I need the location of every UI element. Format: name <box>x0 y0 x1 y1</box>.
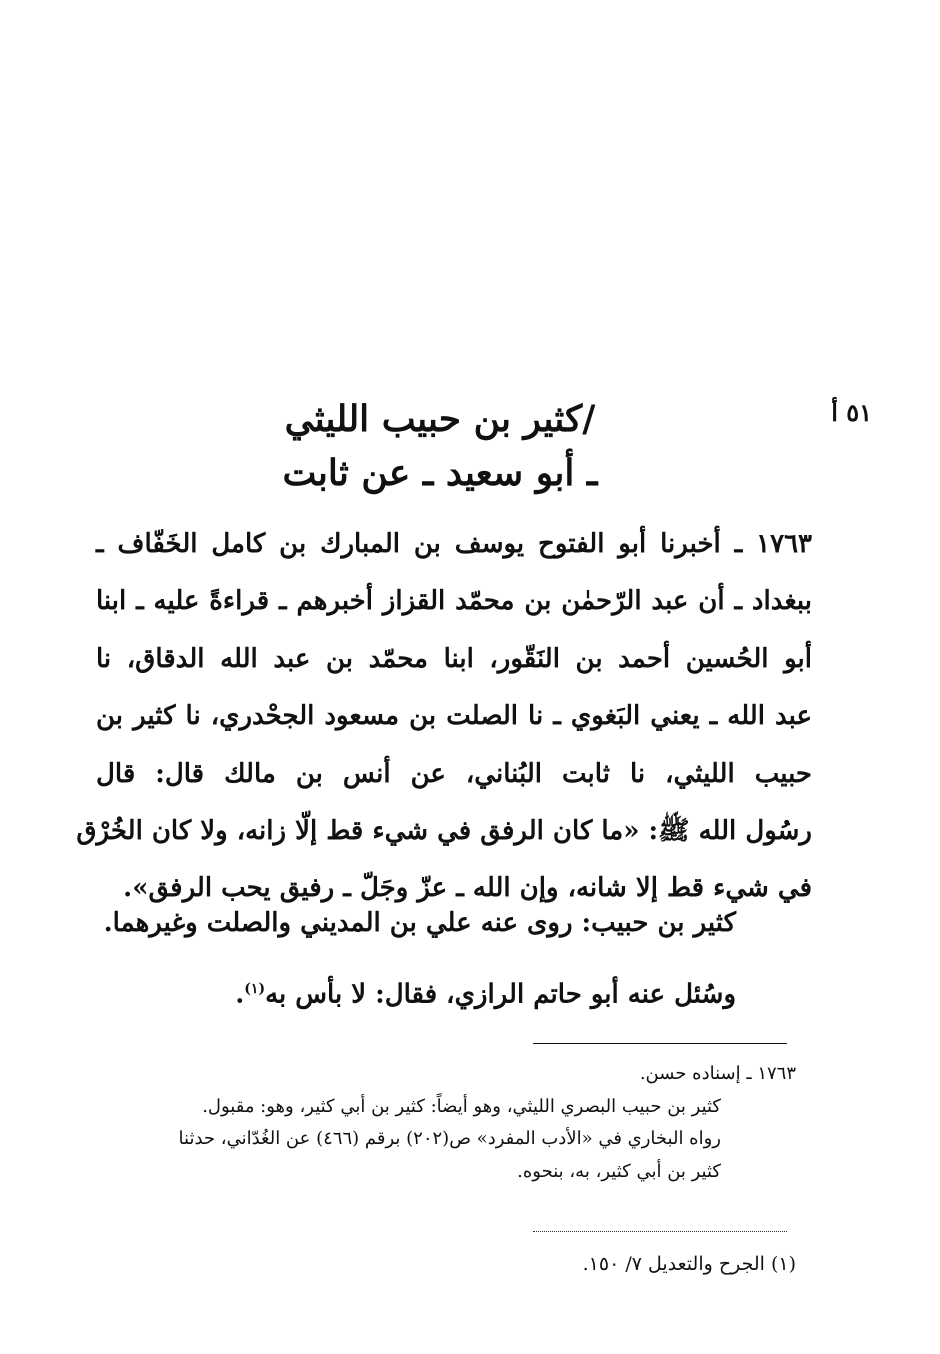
hadith-line: رسُول الله ﷺ: «ما كان الرفق في شيء قط إلّا زانه، ولا كان الخُرْق <box>76 816 812 847</box>
heading-kunya: ـ أبو سعيد ـ عن ثابت <box>282 452 598 494</box>
hadith-text <box>76 516 812 918</box>
hadith-line: في شيء قط إلا شانه، وإن الله ـ عزّ وجَلّ ـ رفيق يحب الرفق». <box>123 873 812 904</box>
note-line: ١٧٦٣ ـ إسناده حسن. <box>639 1063 796 1084</box>
hadith-line: ببغداد ـ أن عبد الرّحمٰن بن محمّد القزاز أخبرهم ـ قراءةً عليه ـ ابنا <box>96 586 812 617</box>
manuscript-folio-marker: ٥١ أ <box>831 398 872 427</box>
hadith-line: حبيب الليثي، نا ثابت البُناني، عن أنس بن مالك قال: قال <box>96 758 812 789</box>
footnote <box>96 1248 796 1280</box>
footnote-text: (١) الجرح والتعديل ٧/ ١٥٠. <box>582 1253 796 1275</box>
editor-notes <box>96 1058 796 1188</box>
bio-line: كثير بن حبيب: روى عنه علي بن المديني والصلت وغيرهما. <box>103 908 736 938</box>
entry-heading <box>160 392 720 500</box>
bio-line-text: وسُئل عنه أبو حاتم الرازي، فقال: لا بأس به <box>265 979 736 1010</box>
footnote-reference: (١) <box>244 981 266 997</box>
note-line: رواه البخاري في «الأدب المفرد» ص(٢٠٢) برقم (٤٦٦) عن الغُدّاني، حدثنا <box>178 1128 721 1149</box>
hadith-line: ١٧٦٣ ـ أخبرنا أبو الفتوح يوسف بن المبارك بن كامل الخَفّاف ـ <box>96 529 812 559</box>
hadith-line: أبو الحُسين أحمد بن النَقّور، ابنا محمّد بن عبد الله الدقاق، نا <box>96 643 812 674</box>
notes-separator <box>533 1043 787 1044</box>
note-line: كثير بن أبي كثير، به، بنحوه. <box>517 1160 721 1182</box>
narrator-biography <box>96 890 736 1028</box>
heading-name: /كثير بن حبيب الليثي <box>284 398 596 440</box>
footnote-separator <box>533 1231 787 1232</box>
hadith-line: عبد الله ـ يعني البَغوي ـ نا الصلت بن مسعود الجحْدري، نا كثير بن <box>96 701 812 732</box>
bio-line <box>96 956 736 1028</box>
note-line: كثير بن حبيب البصري الليثي، وهو أيضاً: كثير بن أبي كثير، وهو: مقبول. <box>202 1095 721 1117</box>
bio-line-end: . <box>235 979 245 1010</box>
